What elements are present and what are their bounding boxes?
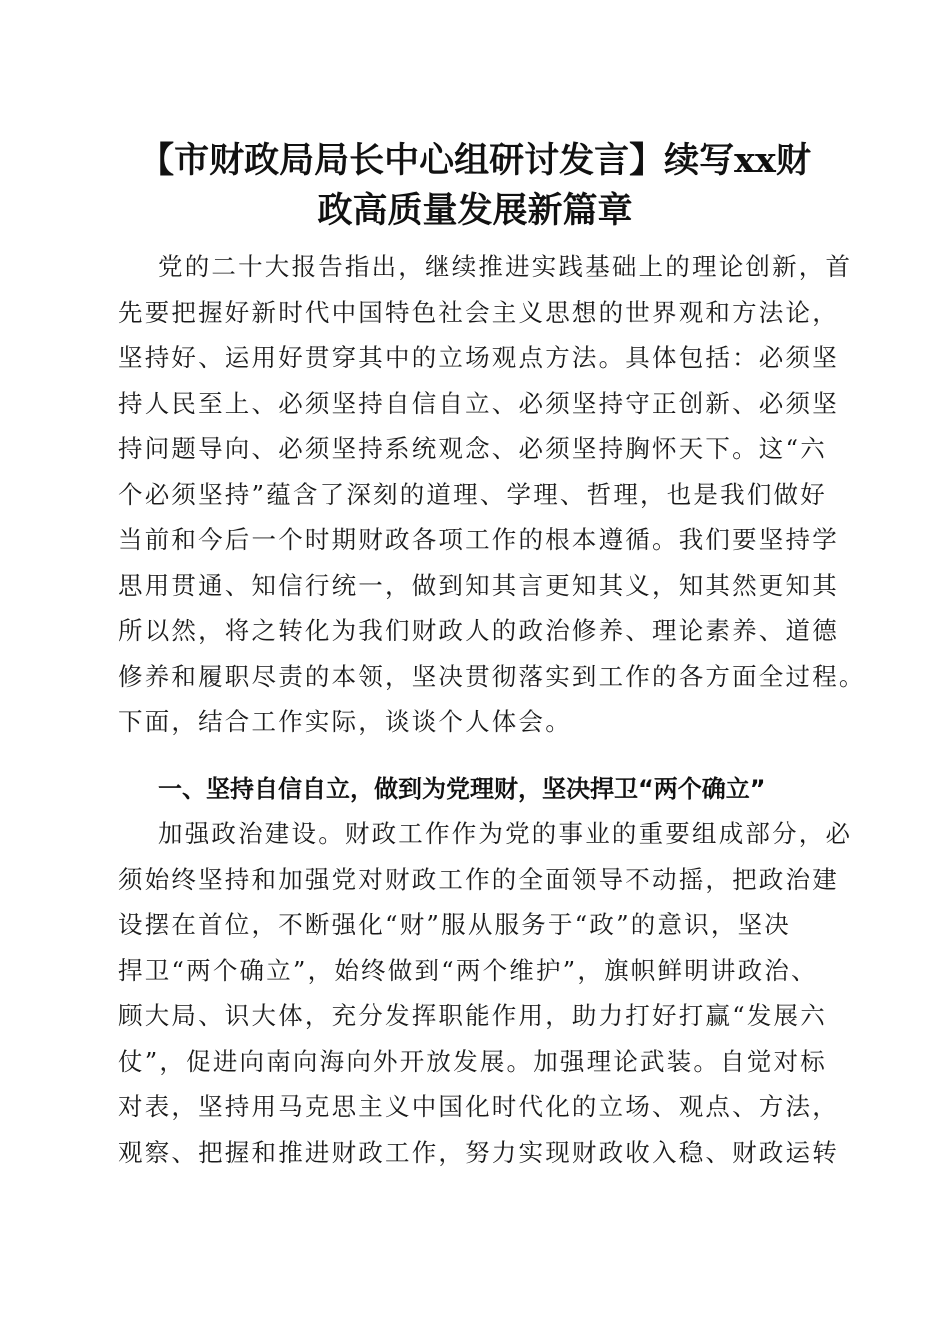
text-line: 须始终坚持和加强党对财政工作的全面领导不动摇，把政治建	[118, 864, 839, 894]
title-line-1: 【市财政局局长中心组研讨发言】续写xx财	[139, 140, 811, 181]
text-line: 党的二十大报告指出，继续推进实践基础上的理论创新，首	[158, 252, 853, 281]
text-line: 下面，结合工作实际，谈谈个人体会。	[118, 707, 572, 736]
text-line: 当前和今后一个时期财政各项工作的根本遵循。我们要坚持学	[118, 525, 839, 554]
document-title	[100, 136, 850, 236]
text-line: 所以然，将之转化为我们财政人的政治修养、理论素养、道德	[118, 616, 839, 645]
text-line: 思用贯通、知信行统一，做到知其言更知其义，知其然更知其	[118, 570, 839, 600]
section-heading-1: 一、坚持自信自立，做到为党理财，坚决捍卫“两个确立”	[158, 775, 766, 803]
text-line: 加强政治建设。财政工作作为党的事业的重要组成部分，必	[158, 819, 853, 848]
text-line: 设摆在首位，不断强化“财”服从服务于“政”的意识，坚决	[118, 910, 791, 939]
text-line: 先要把握好新时代中国特色社会主义思想的世界观和方法论，	[118, 297, 839, 327]
text-line: 顾大局、识大体，充分发挥职能作用，助力打好打赢“发展六	[118, 1001, 827, 1030]
text-line: 观察、把握和推进财政工作，努力实现财政收入稳、财政运转	[118, 1137, 839, 1167]
text-line: 持人民至上、必须坚持自信自立、必须坚持守正创新、必须坚	[118, 388, 839, 418]
text-line: 捍卫“两个确立”，始终做到“两个维护”，旗帜鲜明讲政治、	[118, 955, 818, 985]
paragraph-intro	[118, 244, 866, 745]
paragraph-section-1	[118, 811, 853, 1175]
text-line: 仗”，促进向南向海向外开放发展。加强理论武装。自觉对标	[118, 1046, 827, 1076]
text-line: 对表，坚持用马克思主义中国化时代化的立场、观点、方法，	[118, 1092, 839, 1121]
text-line: 坚持好、运用好贯穿其中的立场观点方法。具体包括：必须坚	[118, 343, 839, 372]
text-line: 持问题导向、必须坚持系统观念、必须坚持胸怀天下。这“六	[118, 434, 827, 463]
title-line-2: 政高质量发展新篇章	[317, 190, 633, 231]
text-line: 个必须坚持”蕴含了深刻的道理、学理、哲理，也是我们做好	[118, 479, 827, 509]
text-line: 修养和履职尽责的本领，坚决贯彻落实到工作的各方面全过程。	[118, 661, 866, 691]
